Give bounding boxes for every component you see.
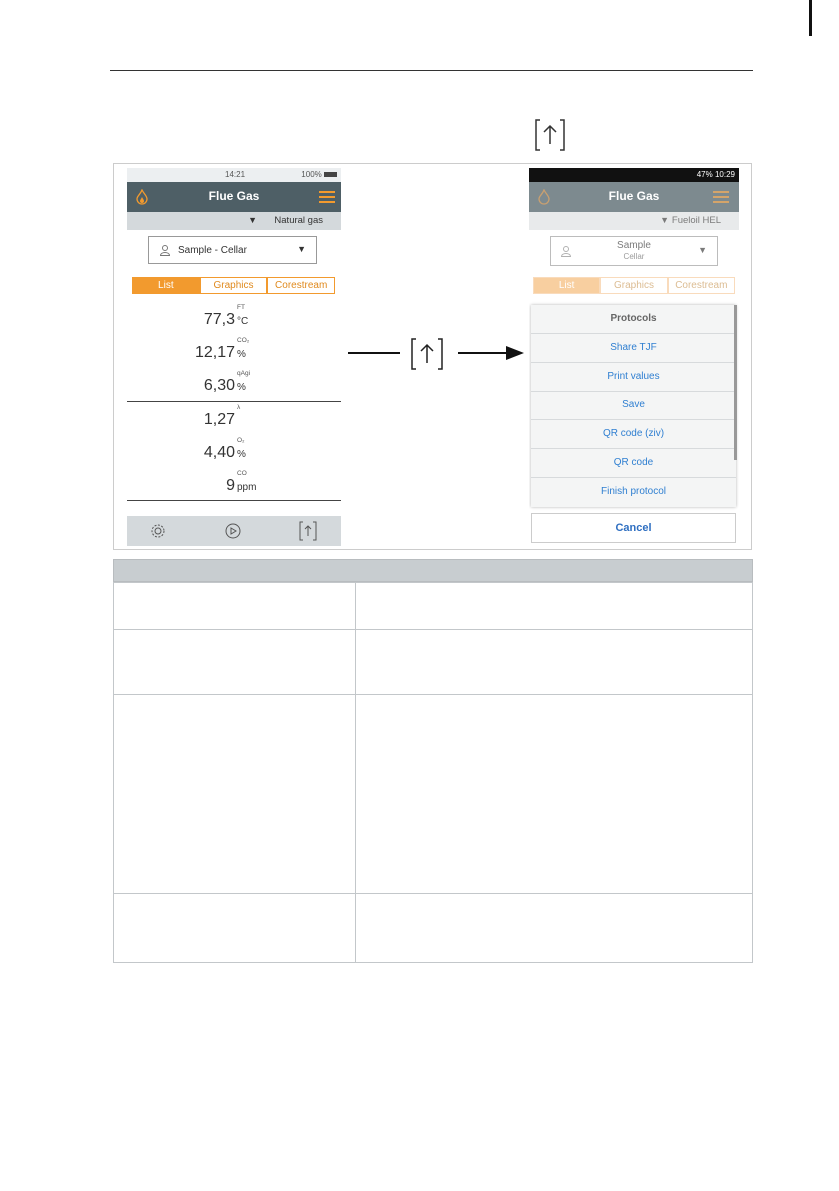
measurement-row: 9 CO ppm bbox=[226, 470, 257, 494]
gear-icon[interactable] bbox=[150, 523, 166, 539]
page-tab-marker bbox=[809, 0, 812, 36]
status-text: 47% 10:29 bbox=[696, 170, 735, 179]
sample-sublabel: Cellar bbox=[623, 252, 645, 261]
tab-corestream[interactable]: Corestream bbox=[668, 277, 735, 294]
app-title-bar bbox=[127, 182, 341, 212]
tab-graphics[interactable]: Graphics bbox=[200, 277, 268, 294]
fuel-selector[interactable] bbox=[127, 212, 341, 230]
arrow-right-icon bbox=[506, 346, 524, 360]
measurement-row: 1,27 λ bbox=[203, 404, 241, 428]
chevron-down-icon: ▼ bbox=[297, 244, 306, 254]
battery-icon bbox=[324, 172, 337, 177]
measurement-row: 12,17 CO₂ % bbox=[194, 337, 250, 361]
share-export-icon[interactable] bbox=[299, 521, 317, 541]
description-table bbox=[113, 582, 753, 963]
tab-corestream[interactable]: Corestream bbox=[267, 277, 335, 294]
left-phone-screen bbox=[127, 168, 341, 546]
protocols-menu bbox=[531, 305, 736, 507]
arrow-line bbox=[458, 352, 508, 354]
share-export-icon bbox=[534, 118, 566, 152]
cancel-button[interactable]: Cancel bbox=[531, 513, 736, 543]
measurement-row: 4,40 O₂ % bbox=[203, 437, 246, 461]
measurement-row: 77,3 FT °C bbox=[203, 304, 249, 328]
dropdown-triangle-icon: ▼ bbox=[248, 215, 257, 225]
menu-item-finish-protocol[interactable]: Finish protocol bbox=[600, 486, 667, 497]
view-tabs bbox=[132, 277, 335, 294]
sample-label: Sample bbox=[617, 240, 651, 251]
play-icon[interactable] bbox=[225, 523, 241, 539]
header-rule bbox=[110, 70, 753, 71]
sample-label: Sample - Cellar bbox=[178, 245, 247, 256]
menu-item-print-values[interactable]: Print values bbox=[531, 363, 736, 392]
app-title-bar bbox=[529, 182, 739, 212]
divider bbox=[127, 500, 341, 501]
table-header bbox=[113, 559, 753, 582]
dropdown-triangle-icon: ▼ bbox=[660, 215, 669, 225]
fuel-label: Natural gas bbox=[274, 215, 323, 226]
menu-item-share-tjf[interactable]: Share TJF bbox=[531, 334, 736, 363]
table-row bbox=[114, 630, 752, 695]
tab-list[interactable]: List bbox=[132, 277, 200, 294]
menu-icon[interactable] bbox=[319, 191, 335, 203]
arrow-line bbox=[348, 352, 400, 354]
battery-text: 100% bbox=[301, 170, 337, 179]
user-icon bbox=[160, 245, 170, 256]
status-time: 14:21 bbox=[225, 170, 246, 179]
menu-item-save[interactable]: Save bbox=[531, 391, 736, 420]
scrollbar[interactable] bbox=[734, 305, 737, 460]
page-title: Flue Gas bbox=[608, 189, 660, 203]
fuel-label: Fueloil HEL bbox=[671, 215, 721, 226]
menu-item-qr-code-ziv[interactable]: QR code (ziv) bbox=[531, 420, 736, 449]
share-export-icon bbox=[410, 337, 444, 371]
bottom-toolbar bbox=[127, 516, 341, 546]
menu-icon[interactable] bbox=[713, 191, 729, 203]
menu-heading: Protocols bbox=[531, 305, 736, 334]
status-bar bbox=[127, 168, 341, 182]
tab-list[interactable]: List bbox=[533, 277, 600, 294]
right-phone-screen bbox=[529, 168, 739, 546]
chevron-down-icon: ▼ bbox=[698, 245, 707, 255]
page-title: Flue Gas bbox=[208, 189, 260, 203]
table-row bbox=[114, 695, 752, 894]
tab-graphics[interactable]: Graphics bbox=[600, 277, 667, 294]
status-bar bbox=[529, 168, 739, 182]
sample-dropdown[interactable] bbox=[148, 236, 317, 264]
menu-item-qr-code[interactable]: QR code bbox=[531, 449, 736, 478]
table-row bbox=[114, 583, 752, 630]
measurement-row: 6,30 qAgi % bbox=[203, 370, 251, 394]
